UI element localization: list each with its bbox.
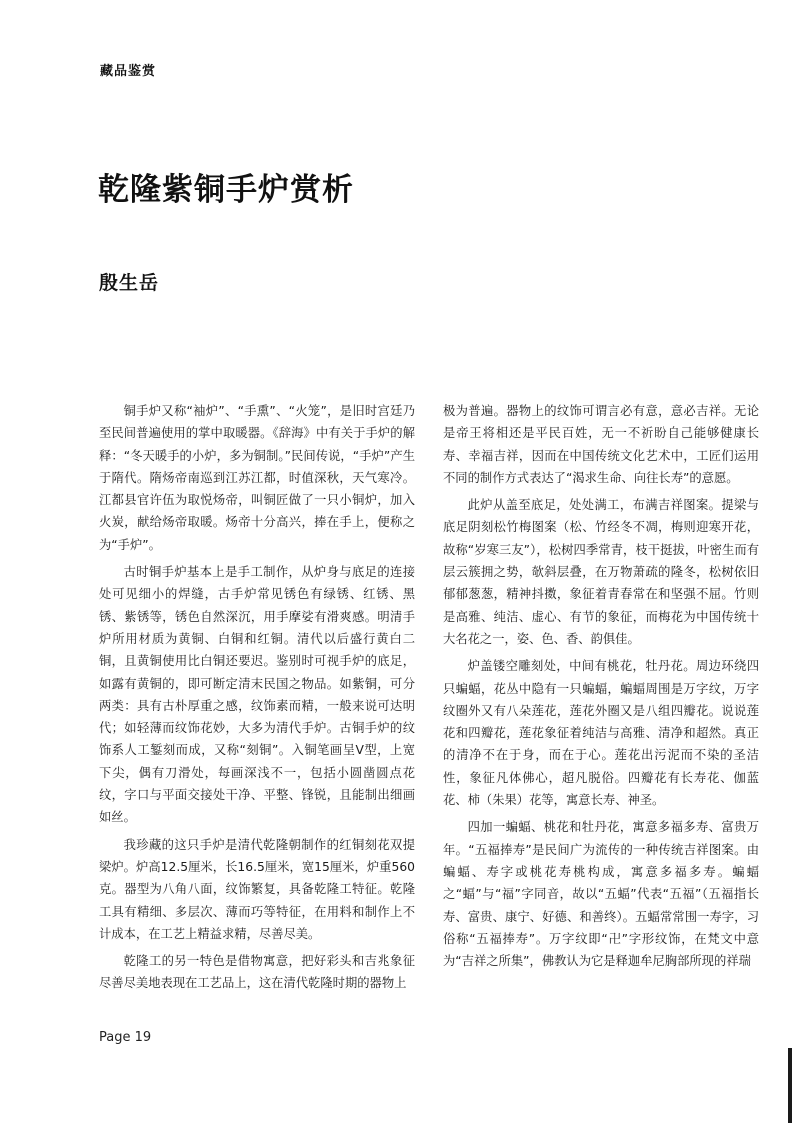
paragraph: 我珍藏的这只手炉是清代乾隆朝制作的红铜刻花双提梁炉。炉高12.5厘米，长16.5厘米，宽15厘米，炉重560克。器型为八角八面，纹饰繁复，具备乾隆工特征。乾隆工具有精细、多层次、薄而巧等特征，在用料和制作上不计成本，在工艺上精益求精，尽善尽美。 xyxy=(99,837,415,941)
paragraph: 铜手炉又称“袖炉”、“手熏”、“火笼”，是旧时宫廷乃至民间普遍使用的掌中取暖器。《辞海》中有关于手炉的解释：“冬天暖手的小炉，多为铜制。”民间传说，“手炉”产生于隋代。隋炀帝南巡到江苏江都，时值深秋，天气寒冷。江都县官许伍为取悦炀帝，叫铜匠做了一只小铜炉，加入火炭，献给炀帝取暖。炀帝十分高兴，捧在手上，便称之为“手炉”。 xyxy=(99,404,415,552)
paragraph: 炉盖镂空雕刻处，中间有桃花，牡丹花。周边环绕四只蝙蝠，花丛中隐有一只蝙蝠，蝙蝠周围是万字纹，万字纹圈外又有八朵莲花，莲花外圈又是八组四瓣花。说说莲花和四瓣花，莲花象征着纯洁与高雅、清净和超然。真正的清净不在于身，而在于心。莲花出污泥而不染的圣洁性，象征凡体佛心，超凡脱俗。四瓣花有长寿花、伽蓝花、柿（朱果）花等，寓意长寿、神圣。 xyxy=(443,659,759,808)
article-title: 乾隆紫铜手炉赏析 xyxy=(98,172,354,208)
paragraph: 古时铜手炉基本上是手工制作，从炉身与底足的连接处可见细小的焊缝，古手炉常见锈色有绿锈、红锈、黑锈、紫锈等，锈色自然深沉，用手摩娑有滑爽感。明清手炉所用材质为黄铜、白铜和红铜。清代以后盛行黄白二铜，且黄铜使用比白铜还要迟。鉴别时可视手炉的底足，如露有黄铜的，即可断定清末民国之物品。如紫铜，可分两类：具有古朴厚重之感，纹饰素而精，一般来说可达明代；如轻薄而纹饰花妙，大多为清代手炉。古铜手炉的纹饰系人工錾刻而成，又称“刻铜”。入铜笔画呈V型，上宽下尖，偶有刀滑处，每画深浅不一，包括小圆凿圆点花纹，字口与平面交接处干净、平整、锋锐，且能制出细画如丝。 xyxy=(99,565,415,825)
page-number: Page 19 xyxy=(99,1030,152,1045)
page-edge-mark xyxy=(788,1048,792,1123)
article-author: 殷生岳 xyxy=(99,272,160,294)
paragraph: 乾隆工的另一特色是借物寓意，把好彩头和吉兆象征尽善尽美地表现在工艺品上，这在清代乾隆时期的器物上 xyxy=(99,954,415,991)
left-column xyxy=(99,400,415,1000)
paragraph-continuation: 极为普遍。器物上的纹饰可谓言必有意，意必吉祥。无论是帝王将相还是平民百姓，无一不祈盼自己能够健康长寿、幸福吉祥，因而在中国传统文化艺术中，工匠们运用不同的制作方式表达了“渴求生命、向往长寿”的意愿。 xyxy=(443,404,759,485)
section-label: 藏品鉴赏 xyxy=(100,64,157,79)
paragraph: 四加一蝙蝠、桃花和牡丹花，寓意多福多寿、富贵万年。“五福捧寿”是民间广为流传的一种传统吉祥图案。由蝙蝠、寿字或桃花寿桃构成，寓意多福多寿。蝙蝠之“蝠”与“福”字同音，故以“五蝠”代表“五福”（五福指长寿、富贵、康宁、好德、和善终）。五蝠常常围一寿字，习俗称“五福捧寿”。万字纹即“卍”字形纹饰，在梵文中意为“吉祥之所集”，佛教认为它是释迦牟尼胸部所现的祥瑞 xyxy=(443,820,759,969)
paragraph: 此炉从盖至底足，处处满工，布满吉祥图案。提梁与底足阴刻松竹梅图案（松、竹经冬不凋，梅则迎寒开花，故称“岁寒三友”），松树四季常青，枝干挺拔，叶密生而有层云簇拥之势，欹斜层叠，在万物萧疏的隆冬，松树依旧郁郁葱葱，精神抖擞，象征着青春常在和坚强不屈。竹则是高雅、纯洁、虚心、有节的象征，而梅花为中国传统十大名花之一，姿、色、香、韵俱佳。 xyxy=(443,498,759,646)
right-column xyxy=(443,400,759,977)
